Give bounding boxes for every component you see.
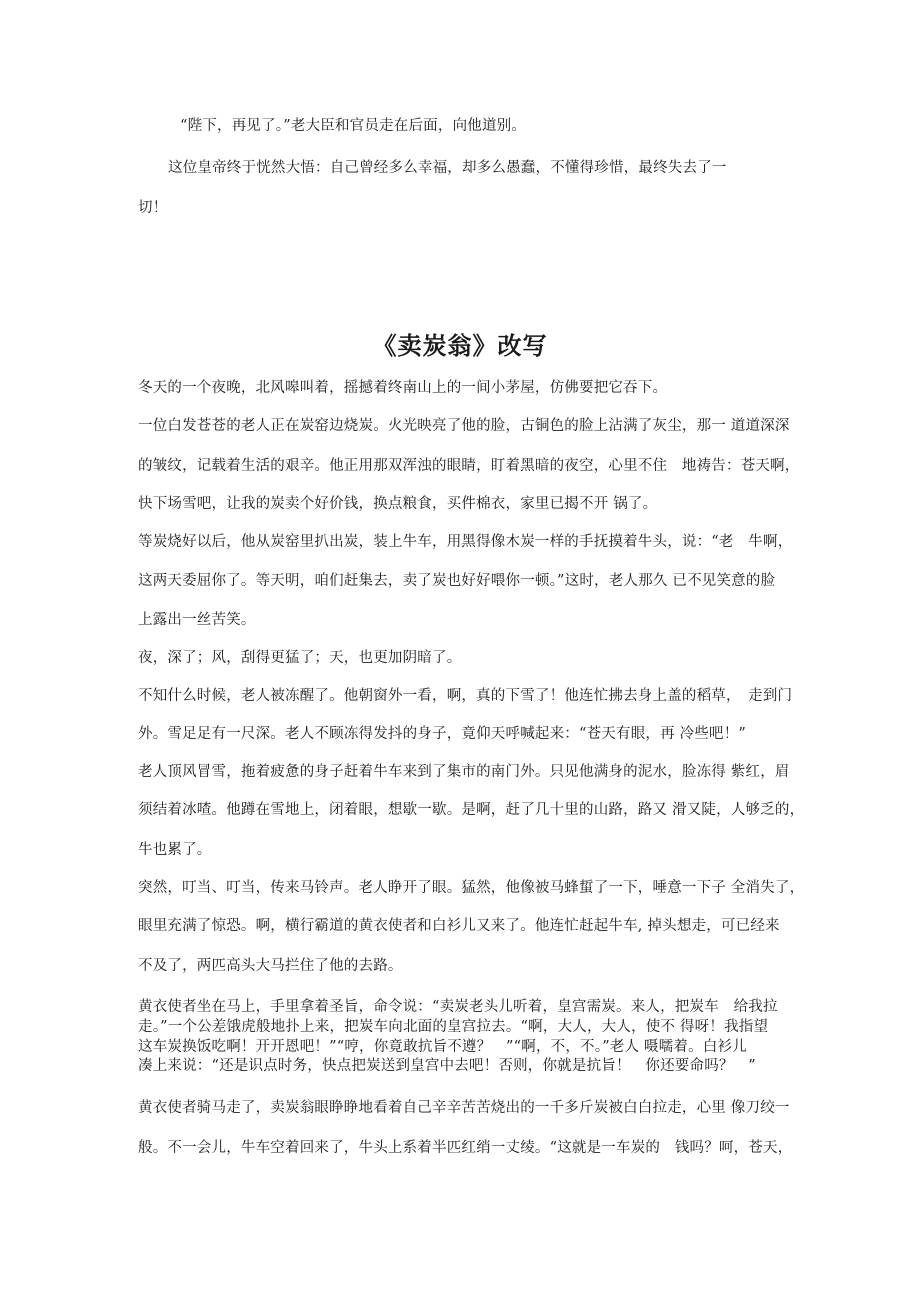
text-line: 冬天的一个夜晚，北风嗥叫着，摇撼着终南山上的一间小茅屋，仿佛要把它吞下。 <box>138 380 668 396</box>
dialogue-line: 走。”一个公差饿虎般地扑上来，把炭车向北面的皇宫拉去。“啊，大人，大人，使不 得呀！我指望 <box>138 1019 769 1035</box>
text-line: 等炭烧好以后，他从炭窑里扒出炭，装上牛车，用黑得像木炭一样的手抚摸着牛头，说：“老 牛啊， <box>138 534 793 550</box>
text-line: 眼里充满了惊恐。啊，横行霸道的黄衣使者和白衫儿又来了。他连忙赶起牛车, 掉头想走，可已经来 <box>138 918 780 934</box>
text-line: 黄衣使者骑马走了，卖炭翁眼睁睁地看着自己辛辛苦苦烧出的一千多斤炭被白白拉走，心里 像刀绞一 <box>138 1100 790 1116</box>
dialogue-line: 这车炭换饭吃啊！开开恩吧！”“哼，你竟敢抗旨不遵？ ”“啊，不，不。”老人 嗫嚅着。白衫儿 <box>138 1039 747 1055</box>
text-line: 的皱纹，记载着生活的艰辛。他正用那双浑浊的眼睛，盯着黑暗的夜空，心里不住 地祷告：苍天啊， <box>138 458 800 474</box>
text-line: 一位白发苍苍的老人正在炭窑边烧炭。火光映亮了他的脸，古铜色的脸上沾满了灰尘，那一 道道深深 <box>138 418 790 434</box>
prev-paragraph-emperor-line1: 这位皇帝终于恍然大悟：自己曾经多么幸福，却多么愚蠢，不懂得珍惜，最终失去了一 <box>168 160 727 176</box>
text-line: 不及了，两匹高头大马拦住了他的去路。 <box>138 958 403 974</box>
text-line: 外。雪足足有一尺深。老人不顾冻得发抖的身子，竟仰天呼喊起来：“苍天有眼，再 冷些吧！” <box>138 726 747 742</box>
text-line: 这两天委屈你了。等天明，咱们赶集去，卖了炭也好好喂你一顿。”这时，老人那久 已不见笑意的脸 <box>138 573 776 589</box>
text-line: 突然，叮当、叮当，传来马铃声。老人睁开了眼。猛然，他像被马蜂蜇了一下，唾意一下子 全消失了， <box>138 880 805 896</box>
text-line: 不知什么时候，老人被冻醒了。他朝窗外一看，啊，真的下雪了！他连忙拂去身上盖的稻草， 走到门 <box>138 688 793 704</box>
prev-paragraph-farewell: “陛下，再见了。”老大臣和官员走在后面，向他道别。 <box>180 118 527 134</box>
text-line: 牛也累了。 <box>138 842 212 858</box>
text-line: 老人顶风冒雪，拖着疲惫的身子赶着牛车来到了集市的南门外。只见他满身的泥水，脸冻得 紫红，眉 <box>138 764 790 780</box>
text-line: 般。不一会儿，牛车空着回来了，牛头上系着半匹红绡一丈绫。“这就是一车炭的 钱吗？呵，苍天， <box>138 1140 793 1156</box>
text-line: 须结着冰喳。他蹲在雪地上，闭着眼，想歇一歇。是啊，赶了几十里的山路，路又 滑又陡，人够乏的， <box>138 802 805 818</box>
text-line: 快下场雪吧，让我的炭卖个好价钱，换点粮食，买件棉衣，家里已揭不开 锅了。 <box>138 496 658 512</box>
prev-paragraph-emperor-line2: 切！ <box>138 200 168 216</box>
dialogue-line: 黄衣使者坐在马上，手里拿着圣旨，命令说：“卖炭老头儿听着，皇宫需炭。来人，把炭车 给我拉 <box>138 999 778 1015</box>
dialogue-line: 凑上来说：“还是识点时务，快点把炭送到皇宫中去吧！否则，你就是抗旨！ 你还要命吗？ ” <box>138 1058 756 1074</box>
text-line: 上露出一丝苦笑。 <box>138 612 256 628</box>
text-line: 夜，深了；风，刮得更猛了；天，也更加阴暗了。 <box>138 650 462 666</box>
essay-title: 《卖炭翁》改写 <box>372 331 548 360</box>
